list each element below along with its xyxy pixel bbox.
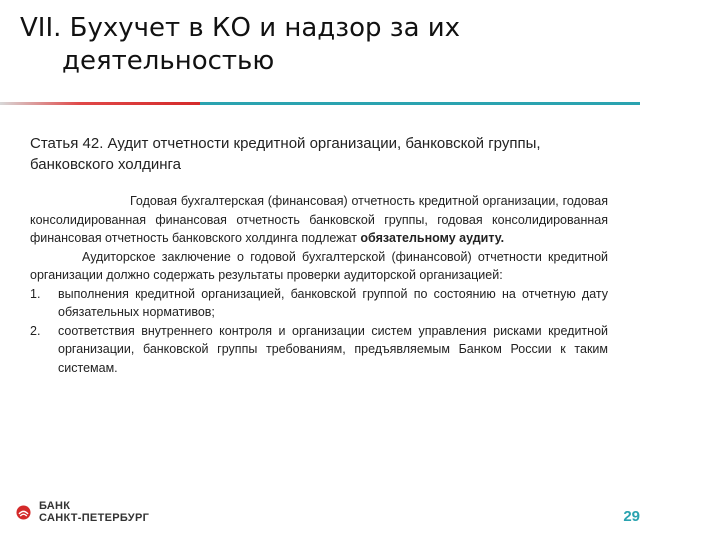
bank-logo-text: [39, 500, 149, 524]
article-heading: Статья 42. Аудит отчетности кредитной организации, банковской группы, банковского холдинга: [30, 135, 541, 173]
list-item-text: выполнения кредитной организацией, банковской группой по состоянию на отчетную дату обязательных нормативов;: [58, 286, 608, 319]
title-divider: [0, 102, 640, 105]
article-body: [30, 192, 608, 377]
list-item: [30, 322, 608, 378]
bank-logo-line-2: САНКТ-ПЕТЕРБУРГ: [39, 512, 150, 524]
requirements-list: [30, 285, 608, 378]
paragraph-2: Аудиторское заключение о годовой бухгалтерской (финансовой) отчетности кредитной организации должно содержать результаты проверки аудиторской организацией:: [30, 249, 608, 282]
list-item-text: соответствия внутреннего контроля и организации систем управления рисками кредитной организации, банковской группы требованиям, предъявляемым Банком России к таким системам.: [58, 323, 608, 375]
paragraph-1: [30, 192, 608, 248]
title-line-1: VII. Бухучет в КО и надзор за их: [20, 13, 461, 43]
divider-red-segment: [0, 102, 200, 105]
bank-logo-icon: [16, 505, 31, 520]
page-title: [20, 12, 660, 78]
bank-logo: [16, 500, 149, 524]
paragraph-1-emphasis: обязательному аудиту.: [360, 231, 505, 245]
divider-teal-segment: [200, 102, 640, 105]
paragraph-1-text: Годовая бухгалтерская (финансовая) отчетность кредитной организации, годовая консолидированная финансовая отчетность банковской группы, годовая консолидированная финансовая отчетность банковского холдинга подлежат: [30, 194, 608, 245]
list-item-number: 2.: [30, 323, 41, 338]
list-item-number: 1.: [30, 286, 41, 301]
title-line-2: деятельностью: [62, 46, 275, 76]
list-item: [30, 285, 608, 322]
page-number: 29: [623, 508, 640, 525]
bank-logo-line-1: БАНК: [39, 500, 71, 512]
